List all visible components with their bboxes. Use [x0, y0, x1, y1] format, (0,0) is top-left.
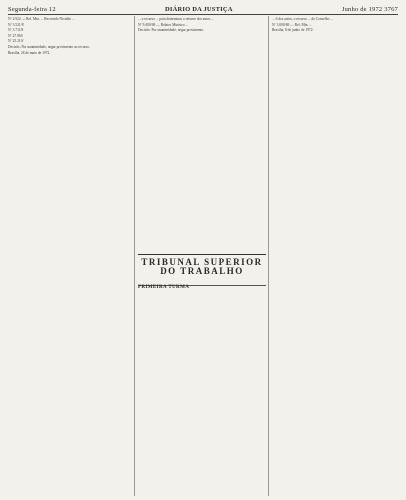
paragraph: Nº 27.960 — [8, 33, 23, 38]
paragraph: Nº 3.521/8 — [8, 22, 24, 27]
paragraph: Decisão: Por unanimidade, negar provimento ao recurso. — [8, 44, 90, 49]
paragraph: Nº 3.000/69 — Rel. Min. ... — [272, 22, 312, 27]
paragraph: Nº 3.711/8 — [8, 28, 24, 33]
tribunal-heading — [138, 254, 266, 286]
paragraph: Nº 25.210/ — [8, 39, 24, 44]
column-divider — [268, 16, 269, 496]
column-1 — [8, 17, 132, 56]
page-header — [8, 4, 398, 15]
paragraph: Brasília, 8 de junho de 1972. — [272, 28, 314, 33]
section-title: PRIMEIRA TURMA — [138, 285, 190, 290]
paragraph: ... o recurso ... para determinar o retorno dos autos ... — [138, 17, 214, 21]
header-right: Junho de 1972 3767 — [341, 5, 398, 13]
tribunal-line-2: DO TRABALHO — [160, 266, 244, 276]
paragraph: Brasília, 26 de maio de 1972. — [8, 50, 51, 55]
paragraph: Nº 2.922 — Rel. Min. ... Recorrido Nivaldo ... — [8, 17, 75, 21]
paragraph: Decisão: Por unanimidade, negar provimento. — [138, 28, 205, 33]
column-divider — [134, 16, 135, 496]
tribunal-line-1: TRIBUNAL SUPERIOR — [141, 257, 263, 267]
column-2 — [138, 17, 266, 34]
paragraph: Nº 9.400/69 — Relator Ministro ... — [138, 22, 189, 27]
header-center: DIÁRIO DA JUSTIÇA — [164, 5, 233, 13]
header-left: Segunda-feira 12 — [8, 5, 56, 13]
column-3 — [272, 17, 398, 34]
paragraph: ... 6 dos autos, o recurso ... do Conselho ... — [272, 17, 333, 21]
